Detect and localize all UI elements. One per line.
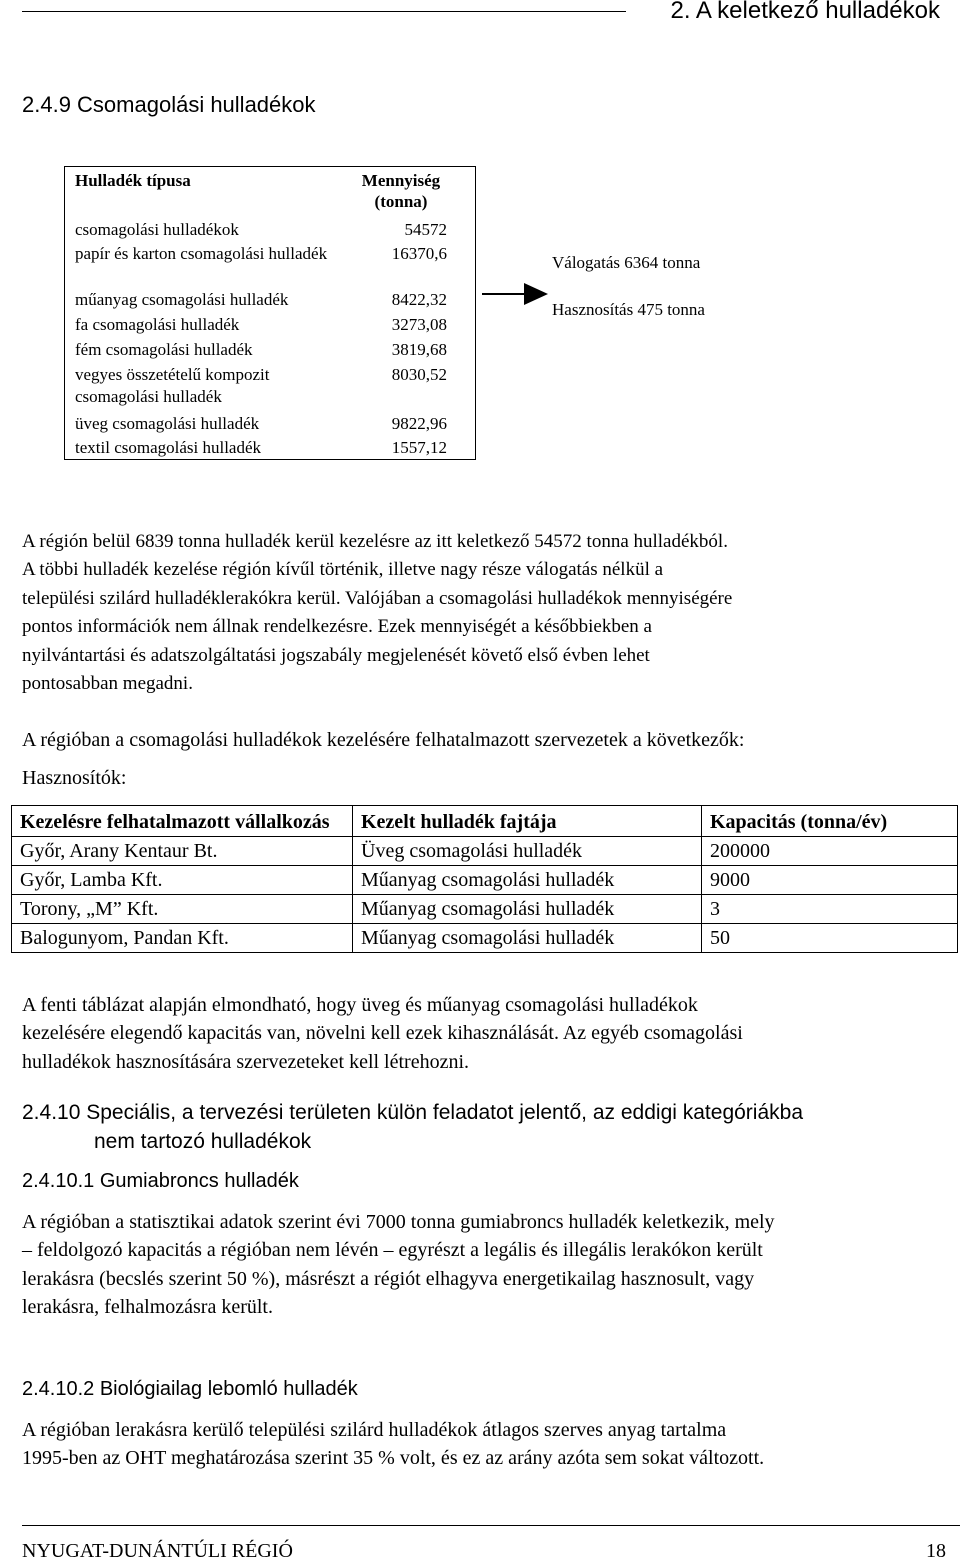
waste-type: papír és karton csomagolási hulladék [75, 244, 328, 263]
waste-quantity: 3819,68 [391, 340, 447, 359]
header-capacity: Kapacitás (tonna/év) [702, 806, 958, 837]
section-heading-2-4-10: 2.4.10 Speciális, a tervezési területen külön feladatot jelentő, az eddigi kategóriákba [22, 1101, 803, 1124]
waste-kind: Műanyag csomagolási hulladék [353, 924, 702, 953]
paragraph-authorized-orgs: A régióban a csomagolási hulladékok kezelésére felhatalmazott szervezetek a következők: [22, 729, 745, 751]
company: Torony, „M” Kft. [12, 895, 353, 924]
waste-quantity: 1557,12 [391, 438, 447, 457]
waste-type: vegyes összetételű kompozit csomagolási hulladék [75, 365, 270, 406]
waste-kind: Üveg csomagolási hulladék [353, 837, 702, 866]
capacity: 9000 [702, 866, 958, 895]
waste-table-header-qty: Mennyiség (tonna) [361, 171, 441, 211]
waste-type: műanyag csomagolási hulladék [75, 290, 289, 309]
capacity: 50 [702, 924, 958, 953]
section-heading-2-4-10-cont: nem tartozó hulladékok [94, 1130, 312, 1153]
waste-table [64, 166, 476, 460]
company: Győr, Arany Kentaur Bt. [12, 837, 353, 866]
capacity: 3 [702, 895, 958, 924]
paragraph-biodegradable-waste: A régióban lerakásra kerülő települési szilárd hulladékok átlagos szerves anyag tartalma 1995-ben az OHT meghatározása szerint 35 % volt, és ez az arány azótа sem sokat változott. [22, 1419, 765, 1470]
footer-rule [22, 1525, 960, 1526]
table-row [12, 895, 958, 924]
paragraph-tyre-waste: A régióban a statisztikai adatok szerint évi 7000 tonna gumiabroncs hulladék keletkezik, mely – feldolgozó kapacitás a régióban nem lévén – egyrészt a legális és illegális lerakókon került lerakásra (becslés szerint 50 %), másrészt a régiót elhagyva energetikailag hasznosult, vagy lerakásra, felhalmozásra került. [22, 1211, 775, 1319]
section-heading-2-4-9: 2.4.9 Csomagolási hulladékok [22, 92, 316, 117]
paragraph-capacity-conclusion: A fenti táblázat alapján elmondható, hogy üveg és műanyag csomagolási hulladékok kezelésére elegendő kapacitás van, növelni kell ezek kihasználását. Az egyéb csomagolási hulladékok hasznosítására szervezeteket kell létrehozni. [22, 994, 743, 1073]
waste-quantity: 8422,32 [391, 290, 447, 309]
section-heading-2-4-10-2: 2.4.10.2 Biológiailag lebomló hulladék [22, 1378, 358, 1400]
waste-quantity: 8030,52 [391, 365, 447, 384]
section-heading-2-4-10-1: 2.4.10.1 Gumiabroncs hulladék [22, 1170, 299, 1192]
company: Balogunyom, Pandan Kft. [12, 924, 353, 953]
capacity: 200000 [702, 837, 958, 866]
waste-kind: Műanyag csomagolási hulladék [353, 895, 702, 924]
waste-type: fa csomagolási hulladék [75, 315, 240, 334]
waste-quantity: 9822,96 [391, 414, 447, 433]
table-row [12, 837, 958, 866]
table-row [12, 924, 958, 953]
sorting-note: Válogatás 6364 tonna [552, 253, 701, 272]
waste-quantity: 16370,6 [391, 244, 447, 263]
recyclers-label: Hasznosítók: [22, 767, 127, 789]
waste-quantity: 54572 [404, 220, 447, 239]
header-waste-kind: Kezelt hulladék fajtája [353, 806, 702, 837]
waste-type: fém csomagolási hulladék [75, 340, 253, 359]
arrow-line [482, 293, 526, 295]
page-number: 18 [926, 1540, 946, 1562]
header-company: Kezelésre felhatalmazott vállalkozás [12, 806, 353, 837]
running-header: 2. A keletkező hulladékok [670, 0, 940, 24]
table-header-row [12, 806, 958, 837]
arrow-right-icon [524, 283, 548, 305]
waste-kind: Műanyag csomagolási hulladék [353, 866, 702, 895]
waste-table-header-type: Hulladék típusa [75, 171, 191, 190]
header-rule [22, 11, 626, 12]
processors-table [11, 805, 958, 953]
waste-quantity: 3273,08 [391, 315, 447, 334]
waste-type: textil csomagolási hulladék [75, 438, 262, 457]
table-row [12, 866, 958, 895]
waste-type: csomagolási hulladékok [75, 220, 239, 239]
recovery-note: Hasznosítás 475 tonna [552, 300, 705, 319]
footer-region: NYUGAT-DUNÁNTÚLI RÉGIÓ [22, 1540, 293, 1562]
waste-type: üveg csomagolási hulladék [75, 414, 260, 433]
paragraph-regional-treatment: A régión belül 6839 tonna hulladék kerül kezelésre az itt keletkező 54572 tonna hulladékból. A többi hulladék kezelése régión kívűl történik, illetve nagy része válogatás nélkül a települési szilárd hulladéklerakókra kerül. Valójában a csomagolási hulladékok mennyiségére pontos információk nem állnak rendelkezésre. Ezek mennyiségét a későbbiekben a nyilvántartási és adatszolgáltatási jogszabály megjelenését követő első évben lehet pontosabban megadni. [22, 531, 733, 695]
company: Győr, Lamba Kft. [12, 866, 353, 895]
